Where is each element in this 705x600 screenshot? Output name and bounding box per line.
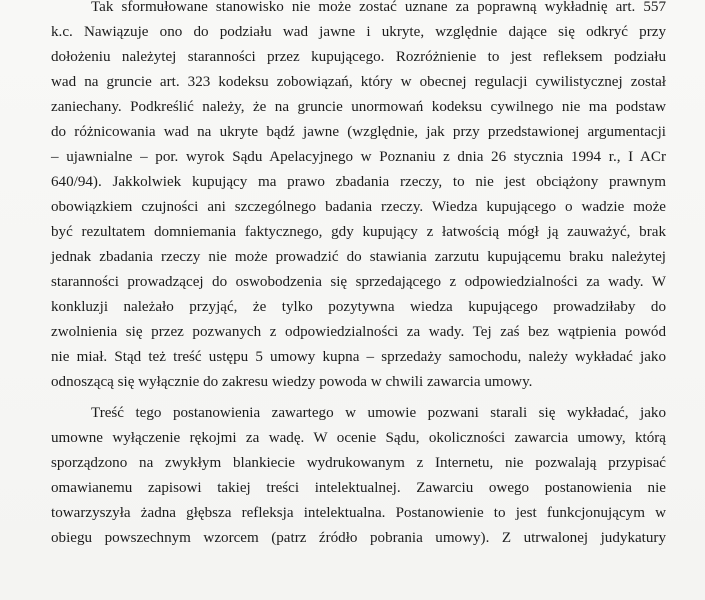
text-line: sporządzono na zwykłym blankiecie wydrukowanym z Internetu, nie pozwalają przypisać bbox=[51, 455, 666, 471]
text-line: staranności prowadzącej do oswobodzenia się sprzedającego z odpowiedzialności za wady. W bbox=[51, 274, 666, 290]
text-line: Tak sformułowane stanowisko nie może zostać uznane za poprawną wykładnię art. 557 bbox=[91, 0, 666, 15]
text-line: być rezultatem domniemania faktycznego, gdy kupujący z łatwością mógł ją zauważyć, brak bbox=[51, 224, 666, 240]
text-line: 640/94). Jakkolwiek kupujący ma prawo zbadania rzeczy, to nie jest obciążony prawnym bbox=[51, 174, 666, 190]
text-line: omawianemu zapisowi takiej treści intelektualnej. Zawarciu owego postanowienia nie bbox=[51, 480, 666, 496]
text-line: obiegu powszechnym wzorcem (patrz źródło pobrania umowy). Z utrwalonej judykatury bbox=[51, 530, 666, 546]
text-line: – ujawnialne – por. wyrok Sądu Apelacyjnego w Poznaniu z dnia 26 stycznia 1994 r., I ACr bbox=[51, 149, 666, 165]
text-line: umowne wyłączenie rękojmi za wadę. W ocenie Sądu, okoliczności zawarcia umowy, którą bbox=[51, 430, 666, 446]
text-line: k.c. Nawiązuje ono do podziału wad jawne i ukryte, względnie dające się odkryć przy bbox=[51, 24, 666, 40]
text-line: zaniechany. Podkreślić należy, że na gruncie unormowań kodeksu cywilnego nie ma podstaw bbox=[51, 99, 666, 115]
text-line: dołożeniu należytej staranności przez kupującego. Rozróżnienie to jest refleksem podziału bbox=[51, 49, 666, 65]
text-line: wad na gruncie art. 323 kodeksu zobowiązań, który w obecnej regulacji cywilistycznej został bbox=[51, 74, 666, 90]
text-line: obowiązkiem czujności ani szczególnego badania rzeczy. Wiedza kupującego o wadzie może bbox=[51, 199, 666, 215]
text-line: Treść tego postanowienia zawartego w umowie pozwani starali się wykładać, jako bbox=[91, 405, 666, 421]
text-line: do różnicowania wad na ukryte bądź jawne (względnie, jak przy przedstawionej argumentacji bbox=[51, 124, 666, 140]
body-text bbox=[51, 0, 666, 551]
text-line: nie miał. Stąd też treść ustępu 5 umowy kupna – sprzedaży samochodu, należy wykładać jako bbox=[51, 349, 666, 365]
text-line: zwolnienia się przez pozwanych z odpowiedzialności za wady. Tej zaś bez wątpienia powód bbox=[51, 324, 666, 340]
text-line: towarzyszyła żadna głębsza refleksja intelektualna. Postanowienie to jest funkcjonującym w bbox=[51, 505, 666, 521]
text-line: odnoszącą się wyłącznie do zakresu wiedzy powoda w chwili zawarcia umowy. bbox=[51, 374, 533, 390]
paragraph-2 bbox=[51, 401, 666, 551]
text-line: konkluzji należało przyjąć, że tylko pozytywna wiedza kupującego prowadziłaby do bbox=[51, 299, 666, 315]
text-line: jednak zbadania rzeczy nie może prowadzić do stawiania zarzutu kupującemu braku należytej bbox=[51, 249, 666, 265]
paragraph-1 bbox=[51, 0, 666, 395]
